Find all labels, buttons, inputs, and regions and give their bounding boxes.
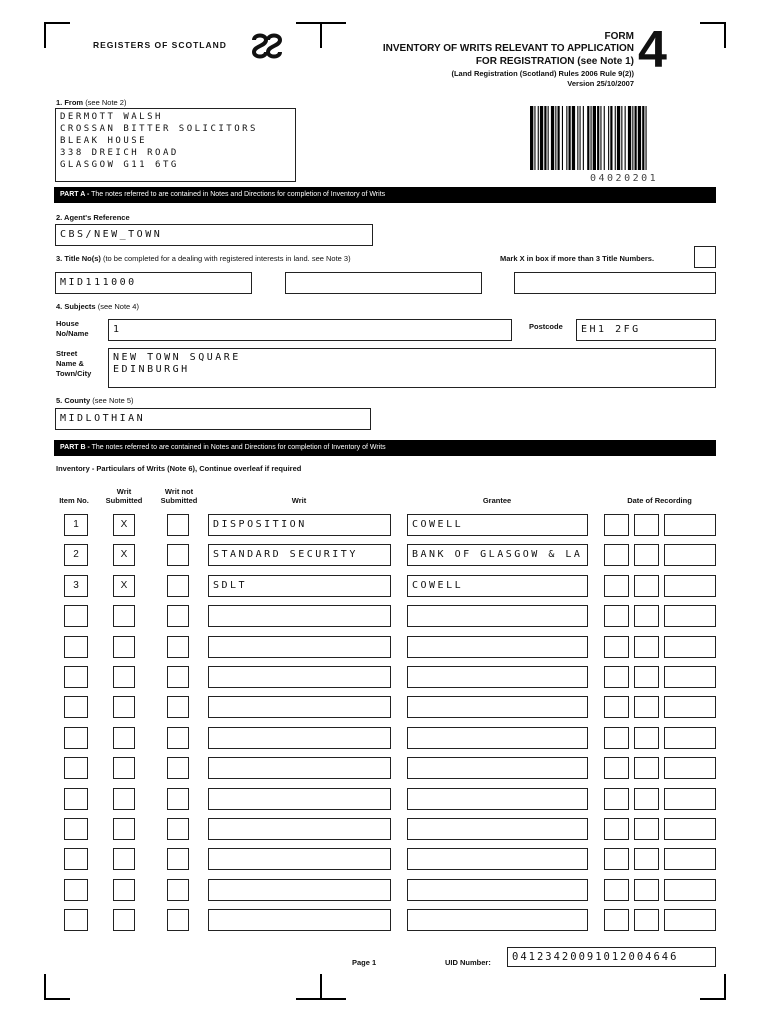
item-number-cell[interactable] — [64, 605, 88, 627]
date-year-cell[interactable] — [664, 575, 716, 597]
grantee-cell[interactable] — [407, 757, 588, 779]
barcode-bar — [569, 106, 571, 170]
title-no-field-1[interactable] — [55, 272, 252, 294]
date-month-cell[interactable] — [634, 666, 659, 688]
barcode-bar — [604, 106, 605, 170]
form-title-line2: FOR REGISTRATION (see Note 1) — [475, 56, 634, 67]
date-year-cell[interactable] — [664, 879, 716, 901]
writ-not-submitted-checkbox[interactable] — [167, 818, 189, 840]
barcode-bar — [638, 106, 641, 170]
item-number-cell[interactable] — [64, 818, 88, 840]
grantee-cell[interactable] — [407, 848, 588, 870]
title-no-value-1: MID111000 — [60, 277, 137, 288]
barcode-bar — [591, 106, 592, 170]
crop-mark-bottom-right — [700, 998, 726, 1000]
writ-cell[interactable]: DISPOSITION — [208, 514, 391, 536]
grantee-cell[interactable] — [407, 666, 588, 688]
part-b-bar — [54, 440, 716, 456]
title-nos-label-group — [56, 254, 351, 263]
date-month-cell[interactable] — [634, 757, 659, 779]
date-year-cell[interactable] — [664, 666, 716, 688]
item-number-cell[interactable] — [64, 757, 88, 779]
date-month-cell[interactable] — [634, 636, 659, 658]
postcode-value: EH1 2FG — [581, 324, 641, 335]
crop-mark-bottom-left-v — [44, 974, 46, 1000]
writ-submitted-checkbox[interactable] — [113, 848, 135, 870]
writ-cell[interactable] — [208, 666, 391, 688]
writ-not-submitted-checkbox[interactable] — [167, 514, 189, 536]
from-note: (see Note 2) — [85, 98, 127, 107]
col-date-header: Date of Recording — [627, 496, 692, 505]
grantee-cell[interactable] — [407, 879, 588, 901]
crop-mark-bottom-left — [44, 998, 70, 1000]
grantee-cell[interactable] — [407, 727, 588, 749]
date-month-cell[interactable] — [634, 544, 659, 566]
crop-mark-bottom-right-v — [724, 974, 726, 1000]
ros-logo-icon — [248, 30, 286, 64]
col-writ-header: Writ — [291, 496, 307, 505]
county-label: 5. County — [56, 396, 91, 405]
barcode-bar — [635, 106, 637, 170]
barcode-bar — [555, 106, 556, 170]
writ-cell[interactable] — [208, 605, 391, 627]
street-line-1: NEW TOWN SQUARE — [113, 352, 241, 363]
writ-not-submitted-checkbox[interactable] — [167, 544, 189, 566]
date-month-cell[interactable] — [634, 879, 659, 901]
grantee-cell[interactable]: COWELL — [407, 575, 588, 597]
barcode-number: 04020201 — [590, 173, 659, 184]
writ-cell[interactable] — [208, 727, 391, 749]
date-month-cell[interactable] — [634, 788, 659, 810]
barcode-bar — [610, 106, 612, 170]
title-mark-label: Mark X in box if more than 3 Title Numbers. — [500, 254, 655, 263]
barcode-bar — [625, 106, 626, 170]
title-no-field-3[interactable] — [514, 272, 716, 294]
street-label-3: Town/City — [56, 369, 92, 378]
col-submitted-line1: Writ — [116, 487, 132, 496]
subjects-note: (see Note 4) — [97, 302, 139, 311]
item-number-cell[interactable] — [64, 696, 88, 718]
from-line-1: DERMOTT WALSH — [60, 112, 163, 122]
writ-not-submitted-checkbox[interactable] — [167, 636, 189, 658]
date-year-cell[interactable] — [664, 514, 716, 536]
date-month-cell[interactable] — [634, 848, 659, 870]
writ-not-submitted-checkbox[interactable] — [167, 727, 189, 749]
from-line-4: 338 DREICH ROAD — [60, 148, 179, 158]
subjects-label-group — [56, 302, 139, 311]
writ-not-submitted-checkbox[interactable] — [167, 788, 189, 810]
barcode-bar — [562, 106, 563, 170]
writ-not-submitted-checkbox[interactable] — [167, 696, 189, 718]
col-item-header: Item No. — [59, 496, 89, 505]
form-number: 4 — [638, 21, 667, 79]
barcode-bar — [534, 106, 535, 170]
from-line-2: CROSSAN BITTER SOLICITORS — [60, 124, 258, 134]
grantee-cell[interactable] — [407, 605, 588, 627]
date-month-cell[interactable] — [634, 605, 659, 627]
date-year-cell[interactable] — [664, 757, 716, 779]
agent-ref-value: CBS/NEW_TOWN — [60, 229, 163, 240]
writ-submitted-checkbox[interactable] — [113, 727, 135, 749]
writ-submitted-checkbox[interactable] — [113, 666, 135, 688]
date-year-cell[interactable] — [664, 636, 716, 658]
barcode-bar — [538, 106, 539, 170]
part-b-text: The notes referred to are contained in Notes and Directions for completion of Inventory of Writs — [91, 444, 386, 451]
grantee-cell[interactable] — [407, 696, 588, 718]
col-grantee-header: Grantee — [482, 496, 512, 505]
from-line-5: GLASGOW G11 6TG — [60, 160, 179, 170]
item-number-cell[interactable] — [64, 848, 88, 870]
writ-cell[interactable] — [208, 879, 391, 901]
barcode-bar — [615, 106, 616, 170]
inventory-caption: Inventory - Particulars of Writs (Note 6), Continue overleaf if required — [56, 464, 302, 473]
date-year-cell[interactable] — [664, 727, 716, 749]
crop-mark-bottom-center-v — [320, 974, 322, 1000]
barcode-bar — [530, 106, 533, 170]
writ-not-submitted-checkbox[interactable] — [167, 848, 189, 870]
barcode-bar — [580, 106, 581, 170]
writ-submitted-checkbox[interactable] — [113, 788, 135, 810]
writ-not-submitted-checkbox[interactable] — [167, 605, 189, 627]
rules-reference: (Land Registration (Scotland) Rules 2006 Rule 9(2)) — [451, 69, 634, 78]
from-address-box[interactable] — [55, 108, 296, 182]
date-day-cell[interactable] — [604, 818, 629, 840]
street-label-1: Street — [56, 349, 78, 358]
uid-label: UID Number: — [445, 958, 491, 967]
street-label-2: Name & — [56, 359, 84, 368]
subjects-label: 4. Subjects — [56, 302, 96, 311]
date-month-cell[interactable] — [634, 514, 659, 536]
uid-value: 04123420091012004646 — [512, 951, 679, 963]
date-day-cell[interactable] — [604, 666, 629, 688]
item-number-cell[interactable]: 3 — [64, 575, 88, 597]
crop-mark-top-right-v — [724, 22, 726, 48]
writ-cell[interactable] — [208, 636, 391, 658]
barcode-bar — [628, 106, 631, 170]
item-number-cell[interactable]: 2 — [64, 544, 88, 566]
date-day-cell[interactable] — [604, 605, 629, 627]
writ-cell[interactable]: STANDARD SECURITY — [208, 544, 391, 566]
writ-submitted-checkbox[interactable]: X — [113, 575, 135, 597]
writ-submitted-checkbox[interactable] — [113, 818, 135, 840]
date-day-cell[interactable] — [604, 909, 629, 931]
barcode-bar — [600, 106, 601, 170]
agent-ref-label: 2. Agent's Reference — [56, 213, 130, 222]
date-day-cell[interactable] — [604, 636, 629, 658]
item-number-cell[interactable] — [64, 909, 88, 931]
writ-not-submitted-checkbox[interactable] — [167, 757, 189, 779]
item-number-cell[interactable] — [64, 636, 88, 658]
part-a-bar — [54, 187, 716, 203]
county-value: MIDLOTHIAN — [60, 413, 146, 424]
date-day-cell[interactable] — [604, 757, 629, 779]
date-year-cell[interactable] — [664, 848, 716, 870]
writ-cell[interactable] — [208, 848, 391, 870]
writ-submitted-checkbox[interactable] — [113, 757, 135, 779]
grantee-cell[interactable] — [407, 909, 588, 931]
from-label-group — [56, 98, 126, 107]
title-nos-label: 3. Title No(s) — [56, 254, 101, 263]
house-label-1: House — [56, 319, 79, 328]
street-field[interactable] — [108, 348, 716, 388]
date-day-cell[interactable] — [604, 544, 629, 566]
item-number-cell[interactable] — [64, 666, 88, 688]
writ-submitted-checkbox[interactable] — [113, 696, 135, 718]
barcode — [530, 106, 718, 170]
grantee-cell[interactable] — [407, 818, 588, 840]
date-year-cell[interactable] — [664, 788, 716, 810]
col-submitted-line2: Submitted — [105, 496, 143, 505]
date-month-cell[interactable] — [634, 727, 659, 749]
barcode-bar — [632, 106, 633, 170]
crop-mark-top-left — [44, 22, 70, 24]
house-label-2: No/Name — [56, 329, 89, 338]
county-field[interactable] — [55, 408, 371, 430]
from-line-3: BLEAK HOUSE — [60, 136, 148, 146]
grantee-cell[interactable] — [407, 788, 588, 810]
barcode-bar — [566, 106, 567, 170]
part-a-title: PART A - — [60, 191, 90, 198]
barcode-bar — [587, 106, 589, 170]
title-more-checkbox[interactable] — [694, 246, 716, 268]
barcode-bar — [646, 106, 647, 170]
crop-mark-top-left-v — [44, 22, 46, 48]
col-not-submitted-header — [153, 487, 205, 505]
writ-not-submitted-checkbox[interactable] — [167, 879, 189, 901]
date-month-cell[interactable] — [634, 575, 659, 597]
postcode-field[interactable] — [576, 319, 716, 341]
part-a-text: The notes referred to are contained in Notes and Directions for completion of Inventory of Writs — [91, 191, 386, 198]
barcode-bar — [551, 106, 554, 170]
barcode-bar — [540, 106, 543, 170]
writ-submitted-checkbox[interactable] — [113, 636, 135, 658]
date-month-cell[interactable] — [634, 909, 659, 931]
barcode-bar — [617, 106, 620, 170]
date-day-cell[interactable] — [604, 727, 629, 749]
date-day-cell[interactable] — [604, 514, 629, 536]
crop-mark-top-center-v — [320, 22, 322, 48]
writ-not-submitted-checkbox[interactable] — [167, 909, 189, 931]
barcode-bar — [572, 106, 575, 170]
org-name: REGISTERS OF SCOTLAND — [93, 40, 227, 50]
date-day-cell[interactable] — [604, 848, 629, 870]
writ-cell[interactable] — [208, 818, 391, 840]
date-year-cell[interactable] — [664, 544, 716, 566]
county-note: (see Note 5) — [92, 396, 134, 405]
writ-submitted-checkbox[interactable] — [113, 909, 135, 931]
date-day-cell[interactable] — [604, 788, 629, 810]
writ-not-submitted-checkbox[interactable] — [167, 666, 189, 688]
barcode-bar — [544, 106, 546, 170]
date-year-cell[interactable] — [664, 696, 716, 718]
barcode-bar — [583, 106, 584, 170]
grantee-cell[interactable] — [407, 636, 588, 658]
from-label: 1. From — [56, 98, 84, 107]
house-value: 1 — [113, 324, 122, 335]
writ-submitted-checkbox[interactable]: X — [113, 514, 135, 536]
writ-cell[interactable]: SDLT — [208, 575, 391, 597]
col-not-submitted-line1: Writ not — [164, 487, 194, 496]
writ-submitted-checkbox[interactable] — [113, 605, 135, 627]
item-number-cell[interactable] — [64, 788, 88, 810]
barcode-bar — [621, 106, 622, 170]
barcode-bar — [548, 106, 549, 170]
street-line-2: EDINBURGH — [113, 364, 190, 375]
col-submitted-header — [99, 487, 149, 505]
date-year-cell[interactable] — [664, 818, 716, 840]
date-month-cell[interactable] — [634, 818, 659, 840]
barcode-bar — [558, 106, 560, 170]
title-no-field-2[interactable] — [285, 272, 482, 294]
date-year-cell[interactable] — [664, 909, 716, 931]
col-not-submitted-line2: Submitted — [160, 496, 198, 505]
barcode-bar — [577, 106, 578, 170]
barcode-bar — [593, 106, 596, 170]
barcode-bar — [597, 106, 599, 170]
form-title-line1: INVENTORY OF WRITS RELEVANT TO APPLICATION — [382, 43, 634, 54]
crop-mark-top-right — [700, 22, 726, 24]
part-b-title: PART B - — [60, 444, 90, 451]
writ-cell[interactable] — [208, 909, 391, 931]
form-label: FORM — [604, 31, 634, 42]
item-number-cell[interactable] — [64, 879, 88, 901]
date-month-cell[interactable] — [634, 696, 659, 718]
item-number-cell[interactable] — [64, 727, 88, 749]
writ-cell[interactable] — [208, 757, 391, 779]
item-number-cell[interactable]: 1 — [64, 514, 88, 536]
house-field[interactable] — [108, 319, 512, 341]
date-year-cell[interactable] — [664, 605, 716, 627]
uid-field — [507, 947, 716, 967]
grantee-cell[interactable]: BANK OF GLASGOW & LA — [407, 544, 588, 566]
barcode-bar — [642, 106, 644, 170]
writ-submitted-checkbox[interactable] — [113, 879, 135, 901]
writ-not-submitted-checkbox[interactable] — [167, 575, 189, 597]
version-text: Version 25/10/2007 — [567, 79, 634, 88]
county-label-group — [56, 396, 134, 405]
writ-cell[interactable] — [208, 788, 391, 810]
postcode-label: Postcode — [529, 322, 563, 331]
title-nos-note: (to be completed for a dealing with registered interests in land. see Note 3) — [102, 254, 351, 263]
writ-cell[interactable] — [208, 696, 391, 718]
date-day-cell[interactable] — [604, 879, 629, 901]
barcode-bar — [608, 106, 609, 170]
agent-ref-field[interactable] — [55, 224, 373, 246]
writ-submitted-checkbox[interactable]: X — [113, 544, 135, 566]
grantee-cell[interactable]: COWELL — [407, 514, 588, 536]
date-day-cell[interactable] — [604, 696, 629, 718]
date-day-cell[interactable] — [604, 575, 629, 597]
page-number: Page 1 — [352, 958, 377, 967]
